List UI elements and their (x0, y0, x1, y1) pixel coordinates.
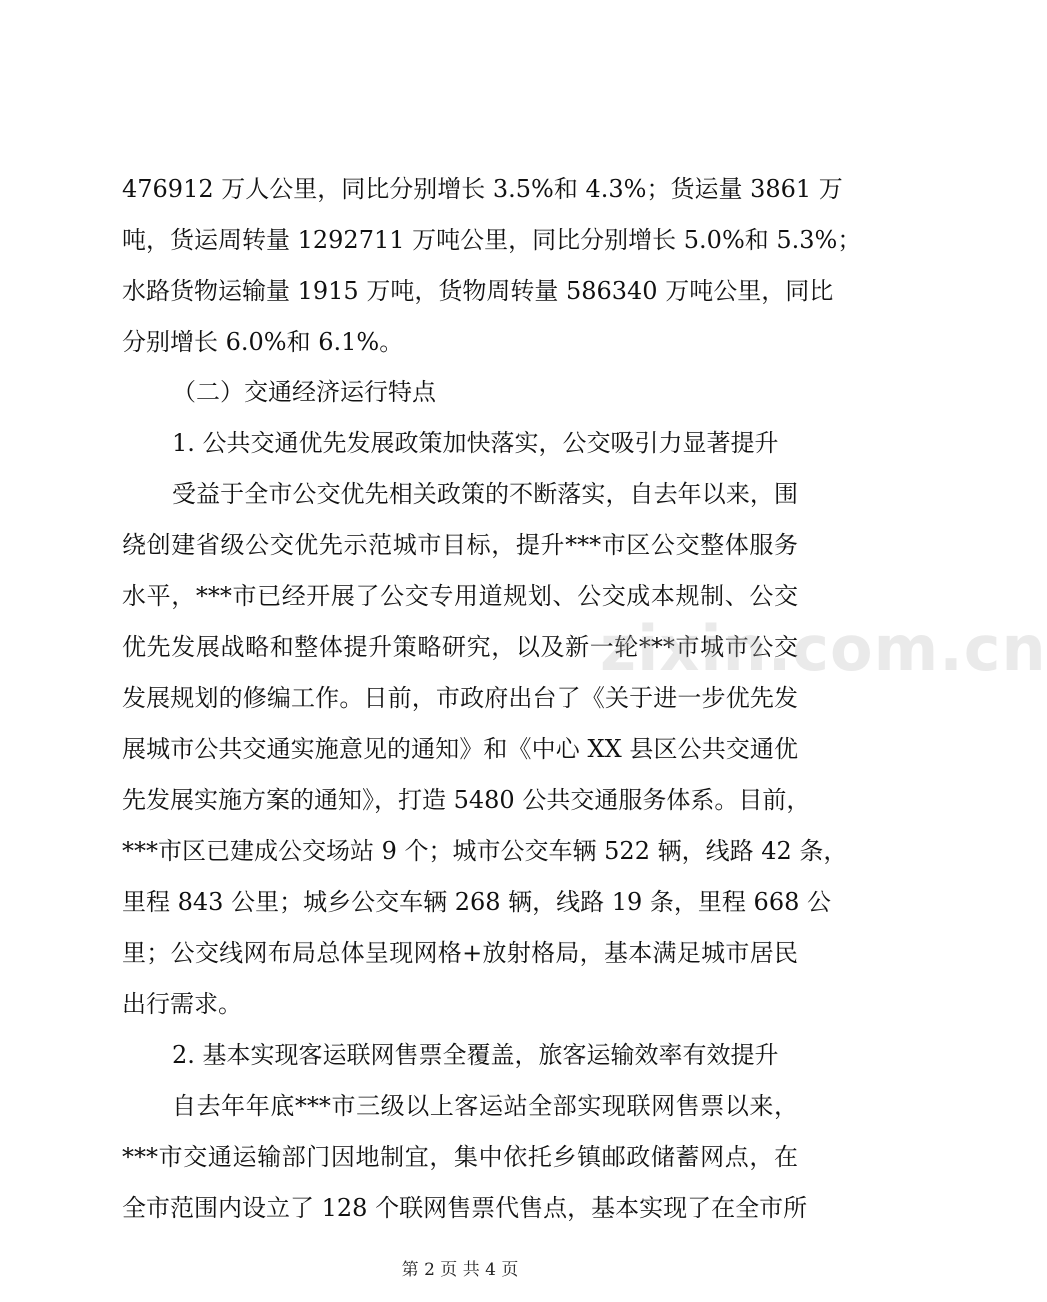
text-line: 里程 843 公里；城乡公交车辆 268 辆，线路 19 条，里程 668 公 (122, 888, 831, 916)
text-line: 水路货物运输量 1915 万吨，货物周转量 586340 万吨公里，同比 (122, 277, 834, 305)
text-line: 受益于全市公交优先相关政策的不断落实，自去年以来，围 (172, 480, 798, 508)
watermark: zixin.com.cn (600, 612, 1047, 685)
subheading: 2. 基本实现客运联网售票全覆盖，旅客运输效率有效提升 (172, 1041, 779, 1069)
text-line: 出行需求。 (122, 990, 242, 1018)
text-line: 476912 万人公里，同比分别增长 3.5%和 4.3%；货运量 3861 万 (122, 175, 843, 203)
text-line: ***市区已建成公交场站 9 个；城市公交车辆 522 辆，线路 42 条， (122, 837, 848, 865)
text-line: 自去年年底***市三级以上客运站全部实现联网售票以来， (172, 1092, 798, 1120)
text-line: 吨，货运周转量 1292711 万吨公里，同比分别增长 5.0%和 5.3%； (122, 226, 862, 254)
text-line: 先发展实施方案的通知》，打造 5480 公共交通服务体系。目前， (122, 786, 811, 814)
text-line: 展城市公共交通实施意见的通知》和《中心 XX 县区公共交通优 (122, 735, 798, 763)
text-line: 绕创建省级公交优先示范城市目标，提升***市区公交整体服务 (122, 531, 798, 559)
section-heading: （二）交通经济运行特点 (172, 378, 436, 406)
text-line: 水平，***市已经开展了公交专用道规划、公交成本规制、公交 (122, 582, 798, 610)
subheading: 1. 公共交通优先发展政策加快落实，公交吸引力显著提升 (172, 429, 779, 457)
text-line: 全市范围内设立了 128 个联网售票代售点，基本实现了在全市所 (122, 1194, 808, 1222)
text-line: 优先发展战略和整体提升策略研究，以及新一轮***市城市公交 (122, 633, 798, 661)
page-footer: 第 2 页 共 4 页 (401, 1260, 519, 1280)
text-line: 里；公交线网布局总体呈现网格+放射格局，基本满足城市居民 (122, 939, 798, 967)
text-line: 发展规划的修编工作。日前，市政府出台了《关于进一步优先发 (122, 684, 798, 712)
text-line: 分别增长 6.0%和 6.1%。 (122, 328, 404, 356)
text-line: ***市交通运输部门因地制宜，集中依托乡镇邮政储蓄网点，在 (122, 1143, 798, 1171)
